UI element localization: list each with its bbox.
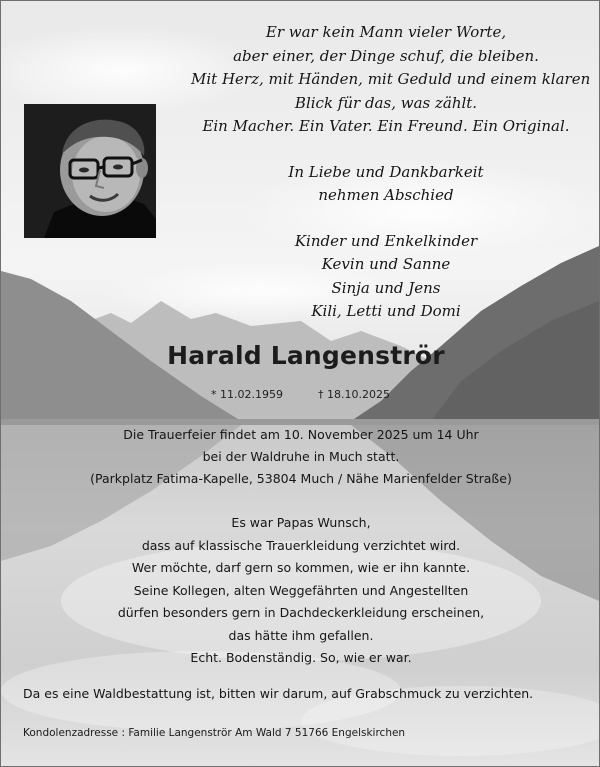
funeral-info-line: Die Trauerfeier findet am 10. November 2025 um 14 Uhr [123, 427, 479, 442]
funeral-info [41, 424, 561, 490]
forest-burial-note: Da es eine Waldbestattung ist, bitten wir darum, auf Grabschmuck zu verzichten. [23, 686, 534, 701]
wish-line: dass auf klassische Trauerkleidung verzichtet wird. [141, 537, 461, 553]
mourner-line: Sinja und Jens [331, 278, 441, 297]
portrait-image [24, 104, 156, 238]
mourner-line: Kili, Letti und Domi [311, 302, 461, 320]
birth-date: * 11.02.1959 [211, 388, 283, 401]
mourner-line: Kevin und Sanne [321, 255, 451, 273]
poem-line: Blick für das, was zählt. [294, 93, 478, 112]
poem-line: Mit Herz, mit Händen, mit Geduld und einem klaren [191, 70, 591, 88]
poem-line: Er war kein Mann vieler Worte, [265, 23, 507, 41]
farewell-line: In Liebe und Dankbarkeit [288, 162, 484, 181]
memorial-poem [191, 21, 591, 324]
farewell-line: nehmen Abschied [318, 186, 454, 204]
condolence-address: Kondolenzadresse : Familie Langenströr Am Wald 7 51766 Engelskirchen [23, 727, 406, 739]
death-date: † 18.10.2025 [318, 388, 390, 401]
wish-line: Echt. Bodenständig. So, wie er war. [190, 650, 412, 665]
deceased-name: Harald Langenströr [167, 341, 445, 370]
wish-line: dürfen besonders gern in Dachdeckerkleidung erscheinen, [117, 605, 485, 620]
mourner-line: Kinder und Enkelkinder [294, 231, 478, 250]
wish-line: Seine Kollegen, alten Weggefährten und Angestellten [133, 582, 469, 598]
dress-code-wish [61, 512, 541, 670]
poem-line: Ein Macher. Ein Vater. Ein Freund. Ein Original. [202, 117, 570, 135]
funeral-info-line: (Parkplatz Fatima-Kapelle, 53804 Much / Nähe Marienfelder Straße) [90, 471, 512, 486]
funeral-info-line: bei der Waldruhe in Much statt. [202, 449, 400, 464]
portrait-photo [24, 104, 156, 238]
poem-line: aber einer, der Dinge schuf, die bleiben. [233, 46, 539, 65]
wish-line: Es war Papas Wunsch, [231, 515, 371, 530]
wish-line: das hätte ihm gefallen. [228, 627, 374, 643]
wish-line: Wer möchte, darf gern so kommen, wie er ihn kannte. [131, 560, 471, 575]
